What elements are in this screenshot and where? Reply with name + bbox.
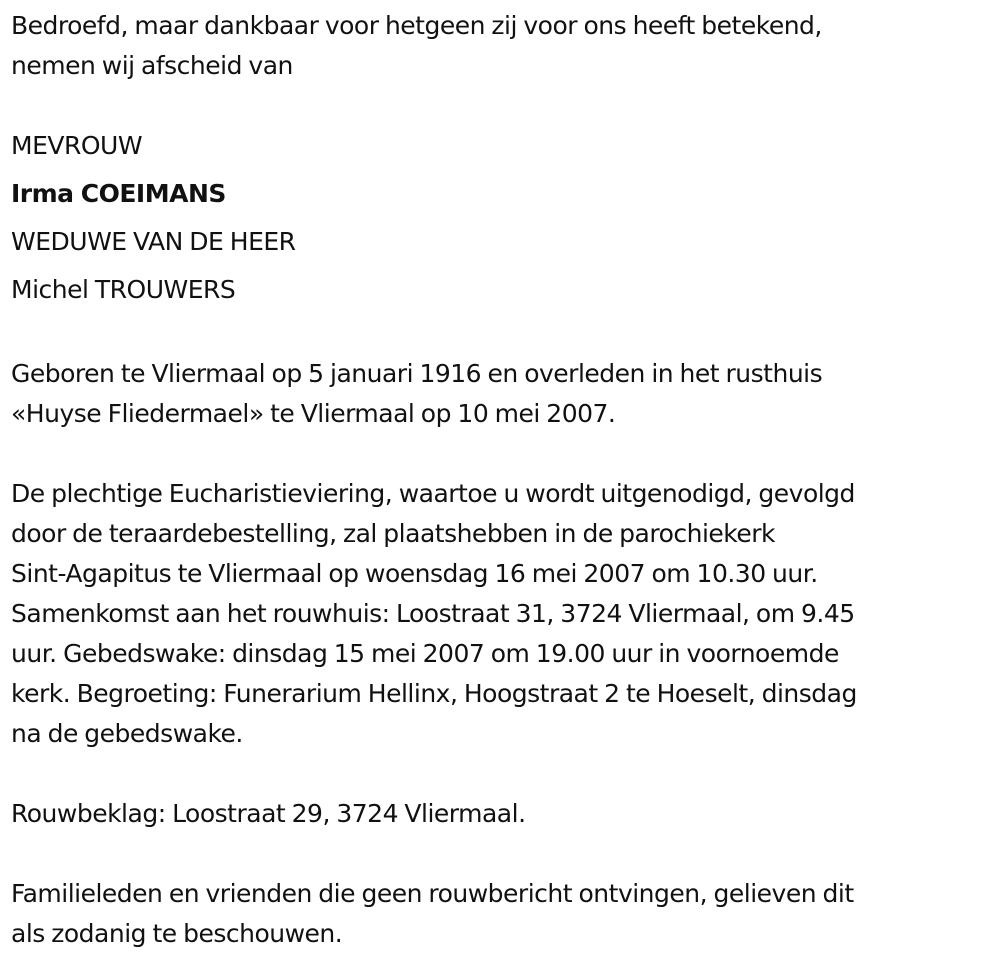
deceased-block xyxy=(11,122,986,314)
closing-paragraph xyxy=(11,874,986,954)
ceremony-line: De plechtige Eucharistieviering, waartoe u wordt uitgenodigd, gevolgd xyxy=(11,479,855,508)
closing-line: Familieleden en vrienden die geen rouwbericht ontvingen, gelieven dit xyxy=(11,879,854,908)
birth-death-line: «Huyse Fliedermael» te Vliermaal op 10 mei 2007. xyxy=(11,399,616,428)
closing-line: als zodanig te beschouwen. xyxy=(11,919,343,948)
paragraph-gap xyxy=(11,834,986,874)
ceremony-line: kerk. Begroeting: Funerarium Hellinx, Hoogstraat 2 te Hoeselt, dinsdag xyxy=(11,679,857,708)
paragraph-gap xyxy=(11,314,986,354)
spouse-name: Michel TROUWERS xyxy=(11,275,236,304)
ceremony-line: Sint-Agapitus te Vliermaal op woensdag 16 mei 2007 om 10.30 uur. xyxy=(11,559,818,588)
intro-line: Bedroefd, maar dankbaar voor hetgeen zij voor ons heeft betekend, xyxy=(11,11,822,40)
birth-death-paragraph xyxy=(11,354,986,434)
condolence-address: Rouwbeklag: Loostraat 29, 3724 Vliermaal. xyxy=(11,799,526,828)
condolence-paragraph xyxy=(11,794,986,834)
paragraph-gap xyxy=(11,86,986,126)
ceremony-line: door de teraardebestelling, zal plaatshebben in de parochiekerk xyxy=(11,519,776,548)
paragraph-gap xyxy=(11,754,986,794)
birth-death-line: Geboren te Vliermaal op 5 januari 1916 en overleden in het rusthuis xyxy=(11,359,823,388)
ceremony-line: na de gebedswake. xyxy=(11,719,243,748)
obituary-notice xyxy=(11,6,986,954)
paragraph-gap xyxy=(11,434,986,474)
ceremony-line: uur. Gebedswake: dinsdag 15 mei 2007 om 19.00 uur in voornoemde xyxy=(11,639,839,668)
intro-paragraph xyxy=(11,6,986,86)
ceremony-line: Samenkomst aan het rouwhuis: Loostraat 31, 3724 Vliermaal, om 9.45 xyxy=(11,599,855,628)
ceremony-paragraph xyxy=(11,474,986,754)
honorific: MEVROUW xyxy=(11,131,143,160)
deceased-name: Irma COEIMANS xyxy=(11,179,226,208)
intro-line: nemen wij afscheid van xyxy=(11,51,293,80)
relation-text: WEDUWE VAN DE HEER xyxy=(11,227,296,256)
